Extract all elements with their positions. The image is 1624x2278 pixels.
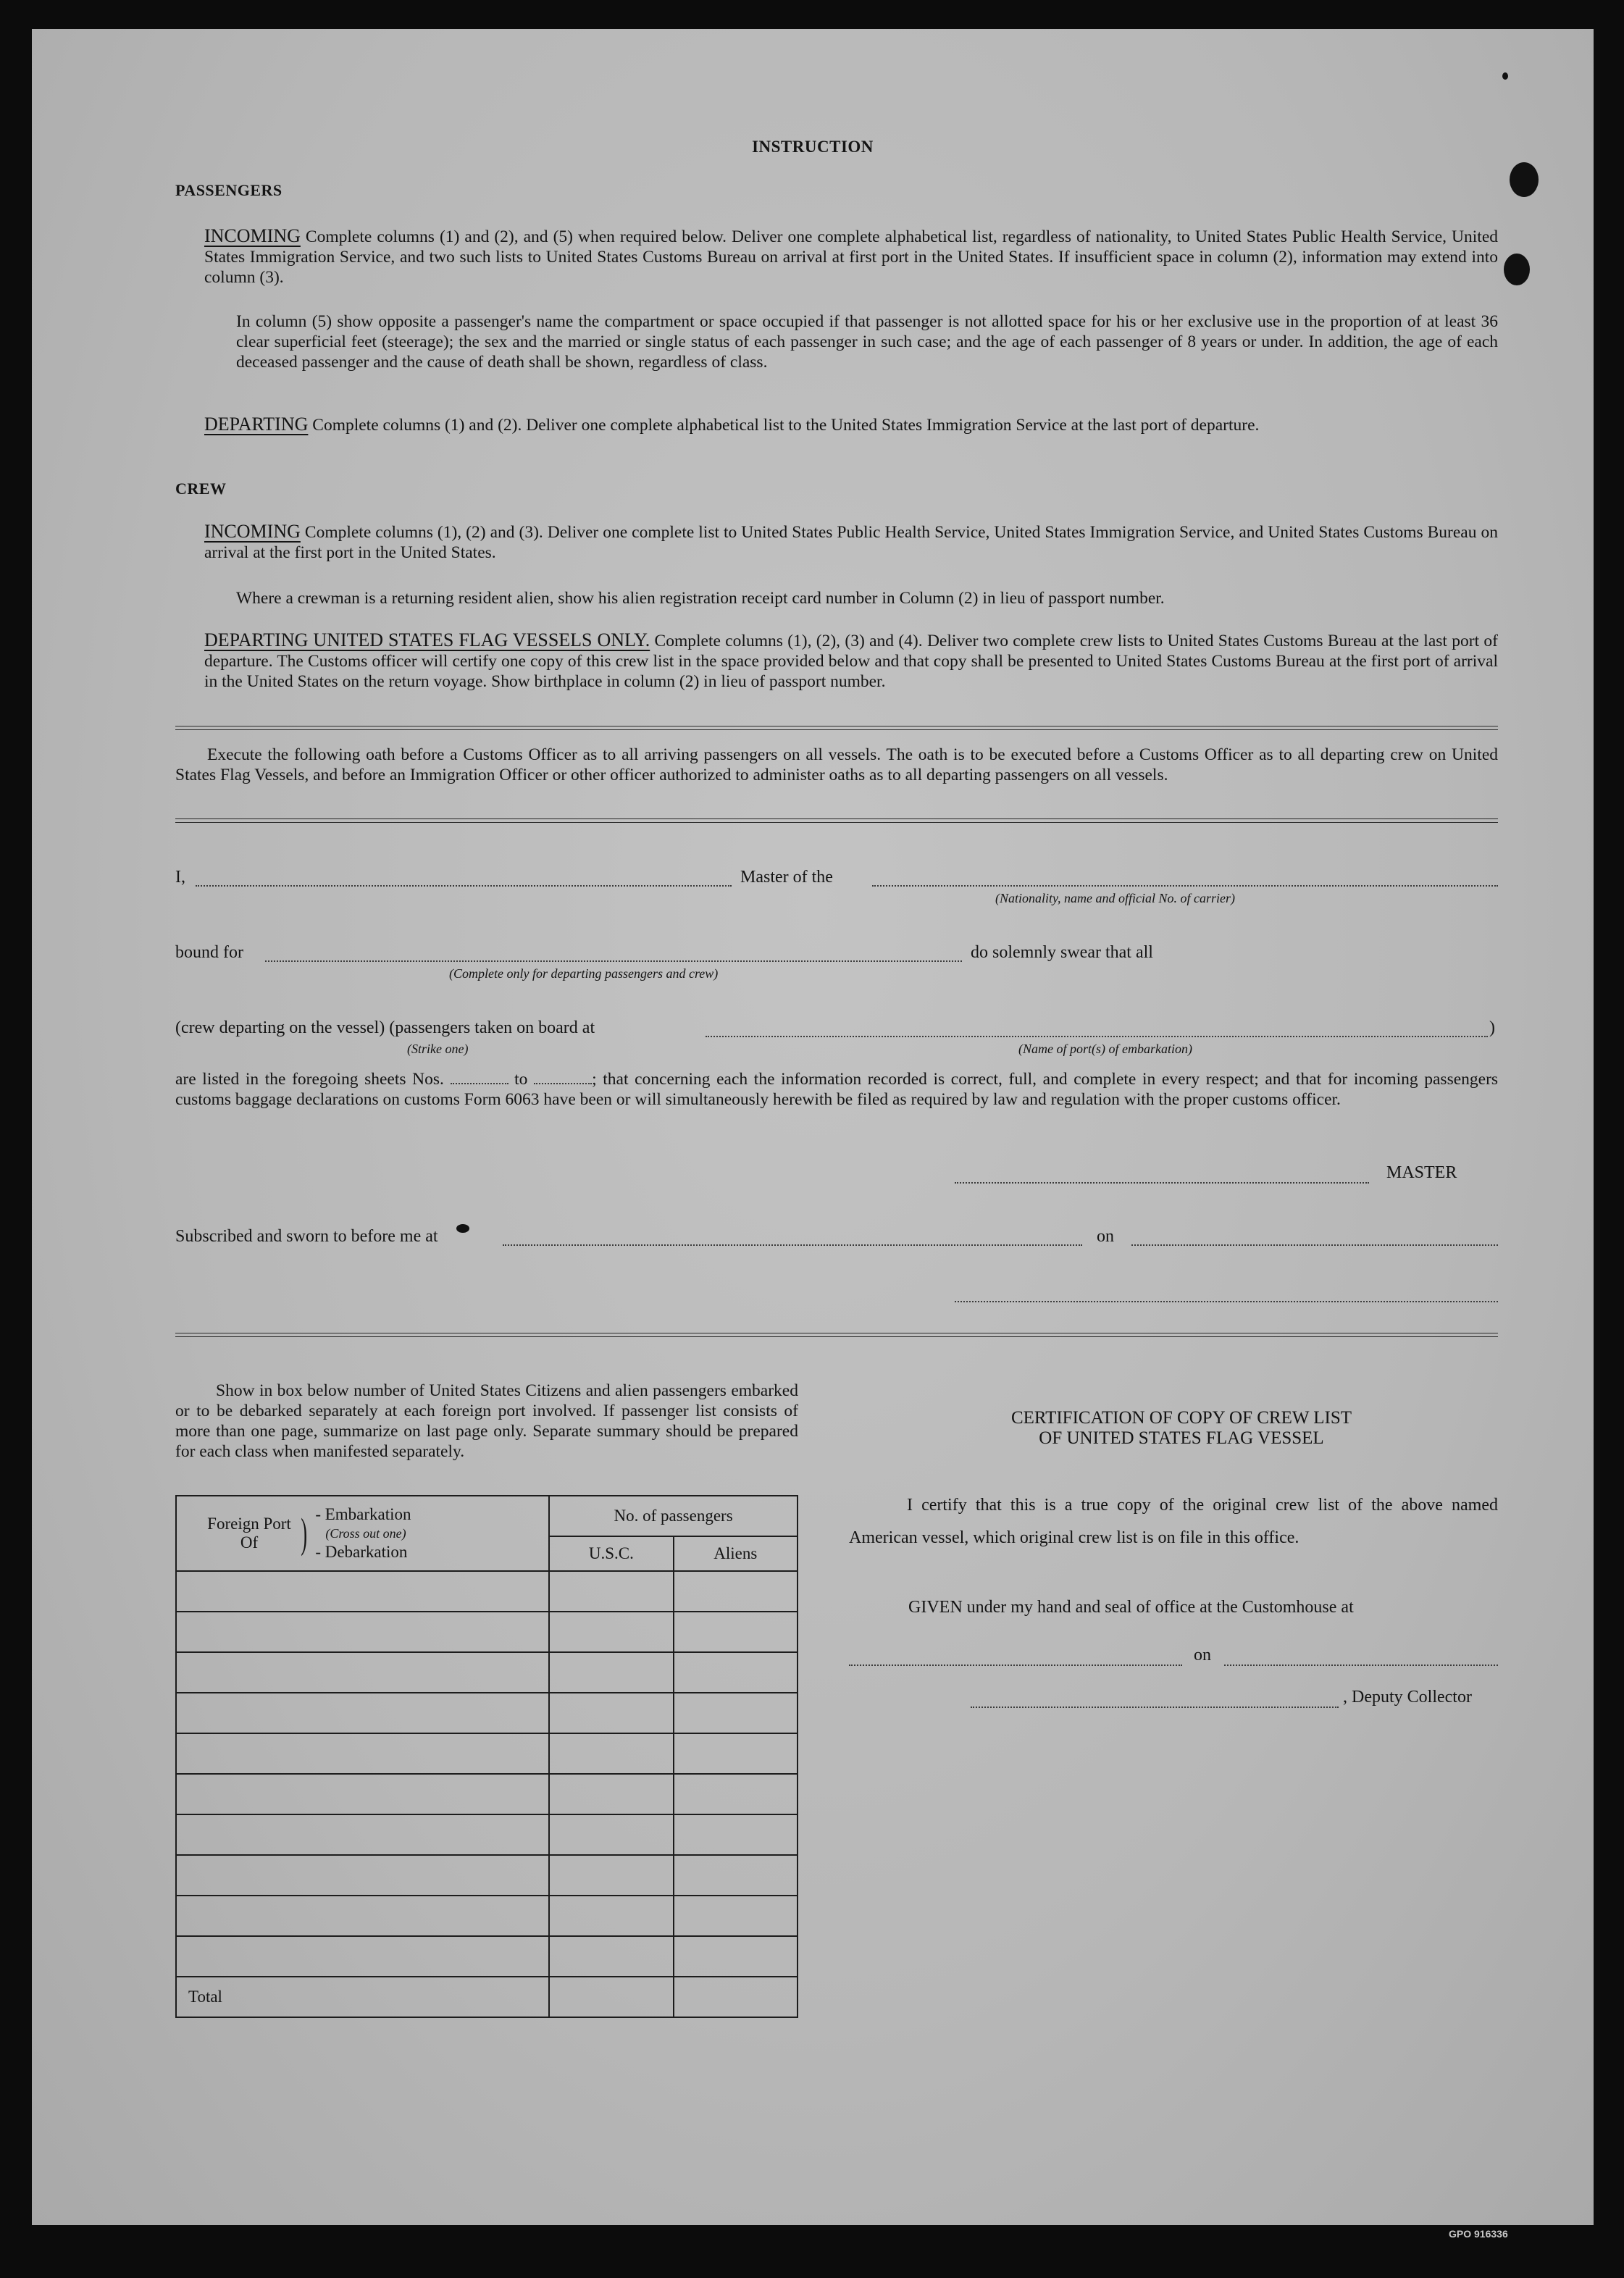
subscribed-label: Subscribed and sworn to before me at [175,1227,438,1246]
crew-departing-instruction [204,630,1498,692]
crew-incoming-lead: INCOMING [204,521,301,542]
bound-for-caption: (Complete only for departing passengers and crew) [449,966,719,981]
cross-out-label: (Cross out one) [325,1526,406,1541]
section-divider-bottom [175,1333,1498,1337]
carrier-field[interactable] [872,885,1498,887]
passengers-departing-text: Complete columns (1) and (2). Deliver one complete alphabetical list to the United States Immigration Service at the last port of departure. [312,416,1260,435]
aliens-total-cell[interactable] [674,1977,798,2017]
table-row [176,1855,798,1896]
table-row [176,1612,798,1652]
section-divider-top [175,726,1498,730]
oath-instruction: Execute the following oath before a Customs Officer as to all arriving passengers on all vessels. The oath is to be executed before a Customs Officer as to all departing crew on United States Flag Vessels, and before an Immigration Officer or other officer authorized to administer oaths as to all departing passengers on all vessels. [175,745,1498,784]
passengers-departing-instruction [204,414,1498,435]
listed-text-3: and that for incoming passengers customs baggage declarations on customs Form 6063 have been or will simultaneously herewith be filed as required by law and regulation with the proper customs officer. [175,1070,1499,1109]
aliens-header-cell: Aliens [674,1536,798,1571]
table-row [176,1652,798,1693]
aliens-cell[interactable] [674,1936,798,1977]
bracket-icon: ) [301,1509,308,1557]
foreign-port-label: Foreign Port Of [207,1515,291,1552]
usc-total-cell[interactable] [549,1977,673,2017]
usc-cell[interactable] [549,1896,673,1936]
passenger-summary-table [175,1495,798,2018]
usc-cell[interactable] [549,1571,673,1612]
crew-alien-instruction: Where a crewman is a returning resident alien, show his alien registration receipt card number in Column (2) in lieu of passport number. [236,589,1165,608]
certification-on-label: on [1194,1646,1211,1664]
aliens-cell[interactable] [674,1612,798,1652]
port-cell[interactable] [176,1855,549,1896]
certification-date-field[interactable] [1224,1664,1498,1666]
total-label: Total [176,1977,549,2017]
instruction-title: INSTRUCTION [752,138,874,156]
table-row [176,1936,798,1977]
port-cell[interactable] [176,1571,549,1612]
table-row [176,1814,798,1855]
master-label: MASTER [1386,1163,1457,1182]
strike-one-caption: (Strike one) [407,1042,469,1056]
sheet-from-field[interactable] [451,1070,508,1084]
passengers-incoming-lead: INCOMING [204,225,301,246]
to-label: to [514,1070,528,1089]
ink-spot-icon [1502,72,1508,80]
port-cell[interactable] [176,1774,549,1814]
given-statement: GIVEN under my hand and seal of office at the Customhouse at [908,1598,1354,1617]
bound-for-label: bound for [175,943,243,962]
embarkation-ports-field[interactable] [706,1036,1488,1037]
sworn-on-label: on [1097,1227,1114,1246]
form-page [32,29,1594,2240]
table-row [176,1774,798,1814]
crew-incoming-instruction [204,522,1498,563]
passengers-header-cell: No. of passengers [549,1496,798,1536]
gpo-code: GPO 916336 [1449,2228,1508,2240]
port-cell[interactable] [176,1814,549,1855]
table-row [176,1571,798,1612]
aliens-cell[interactable] [674,1774,798,1814]
port-cell[interactable] [176,1733,549,1774]
usc-cell[interactable] [549,1936,673,1977]
passengers-heading: PASSENGERS [175,181,282,199]
deputy-collector-label: , Deputy Collector [1343,1688,1472,1707]
carrier-caption: (Nationality, name and official No. of carrier) [995,891,1235,905]
certification-body: I certify that this is a true copy of the original crew list of the above named American vessel, which original crew list is on file in this office. [849,1496,1498,1547]
passengers-incoming-text: Complete columns (1) and (2), and (5) when required below. Deliver one complete alphabetical list, regardless of nationality, to United States Public Health Service, United States Immigration Service, and two such lists to United States Customs Bureau on arrival at first port in the United States. If insufficient space in column (2), information may extend into column (3). [204,227,1499,287]
crew-departing-text: Complete columns (1), (2), (3) and (4). Deliver two complete crew lists to United States Customs Bureau at the last port of departure. The Customs officer will certify one copy of this crew list in the space provided below and that copy shall be presented to United States Customs Bureau at the first port of arrival in the United States on the return voyage. Show birthplace in column (2) in lieu of passport number. [204,632,1499,691]
embarkation-label: - Embarkation [315,1505,411,1523]
master-name-field[interactable] [196,885,732,887]
swear-label: do solemnly swear that all [971,943,1153,962]
certification-title-2: OF UNITED STATES FLAG VESSEL [1039,1428,1324,1448]
total-row [176,1977,798,2017]
crew-heading: CREW [175,480,227,498]
port-cell[interactable] [176,1936,549,1977]
certification-title-block [865,1408,1498,1449]
usc-header-cell: U.S.C. [549,1536,673,1571]
close-paren: ) [1489,1018,1495,1037]
sworn-date-field[interactable] [1131,1244,1498,1246]
master-of-the-label: Master of the [740,868,833,887]
master-signature-field[interactable] [955,1182,1369,1184]
debarkation-label: - Debarkation [315,1543,408,1561]
port-cell[interactable] [176,1693,549,1733]
certification-title: CERTIFICATION OF COPY OF CREW LIST [1010,1408,1352,1428]
usc-cell[interactable] [549,1733,673,1774]
usc-cell[interactable] [549,1774,673,1814]
sworn-place-field[interactable] [503,1244,1082,1246]
usc-cell[interactable] [549,1855,673,1896]
sheet-to-field[interactable] [534,1070,592,1084]
table-row [176,1733,798,1774]
listed-text-2: ; that concerning each the information recorded is correct, full, and complete in every respect; [592,1070,1259,1089]
officer-signature-field[interactable] [955,1301,1498,1302]
punch-hole-icon [1510,162,1539,197]
aliens-cell[interactable] [674,1733,798,1774]
port-header-cell [176,1496,549,1571]
usc-cell[interactable] [549,1693,673,1733]
punch-hole-icon [1504,254,1530,285]
bound-for-field[interactable] [265,960,962,962]
listed-text-1: are listed in the foregoing sheets Nos. [175,1070,444,1089]
aliens-cell[interactable] [674,1652,798,1693]
aliens-cell[interactable] [674,1693,798,1733]
usc-cell[interactable] [549,1652,673,1693]
deputy-signature-field[interactable] [971,1707,1339,1708]
passengers-departing-lead: DEPARTING [204,414,309,435]
aliens-cell[interactable] [674,1855,798,1896]
usc-cell[interactable] [549,1814,673,1855]
table-row [176,1693,798,1733]
ports-caption: (Name of port(s) of embarkation) [1018,1042,1192,1056]
table-row [176,1896,798,1936]
usc-cell[interactable] [549,1612,673,1652]
port-cell[interactable] [176,1652,549,1693]
oath-i-label: I, [175,868,185,887]
column5-instruction: In column (5) show opposite a passenger's name the compartment or space occupied if that passenger is not allotted space for his or her exclusive use in the proportion of at least 36 clear superficial feet (steerage); the sex and the married or single status of each passenger in such case; and the age of each passenger of 8 years or under. In addition, the age of each deceased passenger and the cause of death shall be shown, regardless of class. [236,312,1498,372]
port-cell[interactable] [176,1896,549,1936]
crew-passengers-label: (crew departing on the vessel) (passengers taken on board at [175,1018,595,1037]
section-divider-oath [175,818,1498,823]
customhouse-field[interactable] [849,1664,1182,1666]
crew-incoming-text: Complete columns (1), (2) and (3). Deliver one complete list to United States Public Health Service, United States Immigration Service, and United States Customs Bureau on arrival at the first port in the United States. [204,523,1498,562]
passengers-incoming-instruction [204,226,1498,288]
aliens-cell[interactable] [674,1896,798,1936]
aliens-cell[interactable] [674,1571,798,1612]
port-cell[interactable] [176,1612,549,1652]
ink-spot-icon [456,1224,469,1233]
summary-instruction: Show in box below number of United States Citizens and alien passengers embarked or to be debarked separately at each foreign port involved. If passenger list consists of more than one page, summarize on last page only. Separate summary should be prepared for each class when manifested separately. [175,1381,798,1461]
listed-statement [175,1069,1498,1110]
crew-departing-lead: DEPARTING UNITED STATES FLAG VESSELS ONLY. [204,629,650,650]
aliens-cell[interactable] [674,1814,798,1855]
